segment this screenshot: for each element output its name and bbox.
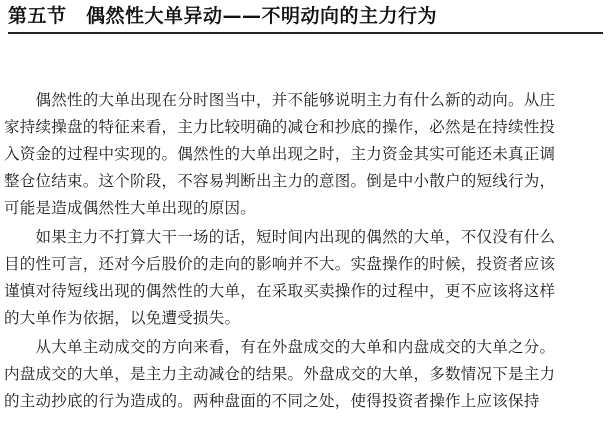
text-line: 目的性可言，还对今后股价的走向的影响并不大。实盘操作的时候，投资者应该 — [4, 255, 556, 273]
heading-underline — [8, 32, 603, 34]
body-text — [4, 87, 608, 415]
paragraph — [4, 224, 608, 332]
paragraph — [4, 334, 608, 415]
text-line: 内盘成交的大单，是主力主动减仓的结果。外盘成交的大单，多数情况下是主力 — [4, 365, 556, 383]
text-line: 入资金的过程中实现的。偶然性的大单出现之时，主力资金其实可能还未真正调 — [4, 145, 556, 163]
section-heading: 第五节 偶然性大单异动——不明动向的主力行为 — [8, 5, 438, 27]
paragraph — [4, 87, 608, 222]
text-line: 偶然性的大单出现在分时图当中，并不能够说明主力有什么新的动向。从庄 — [4, 91, 556, 109]
text-line: 整仓位结束。这个阶段，不容易判断出主力的意图。倒是中小散户的短线行为， — [4, 172, 556, 190]
text-line: 谨慎对待短线出现的偶然性的大单，在采取买卖操作的过程中，更不应该将这样 — [4, 282, 556, 300]
section-header — [8, 3, 603, 34]
text-line: 从大单主动成交的方向来看，有在外盘成交的大单和内盘成交的大单之分。 — [4, 338, 556, 356]
text-line: 可能是造成偶然性大单出现的原因。 — [4, 199, 257, 217]
text-line: 的主动抄底的行为造成的。两种盘面的不同之处，使得投资者操作上应该保持 — [4, 392, 540, 410]
text-line: 的大单作为依据，以免遭受损失。 — [4, 309, 241, 327]
text-line: 如果主力不打算大干一场的话，短时间内出现的偶然的大单，不仅没有什么 — [4, 228, 556, 246]
text-line: 家持续操盘的特征来看，主力比较明确的减仓和抄底的操作，必然是在持续性投 — [4, 118, 556, 136]
